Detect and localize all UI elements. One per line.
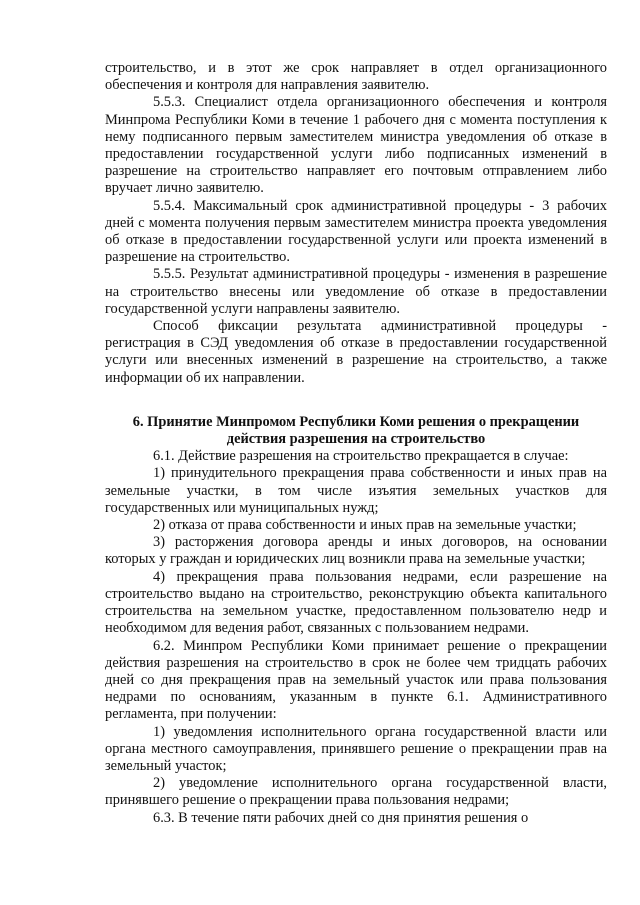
- paragraph: 5.5.3. Специалист отдела организационного обеспечения и контроля Минпрома Республики Коми в течение 1 рабочего дня с момента поступления к нему подписанного первым заместителем министра уведомления об отказе в предоставлении государственной услуги либо подписанных изменений в разрешение на строительство направляет его почтовым отправлением либо вручает лично заявителю.: [105, 94, 607, 197]
- paragraph: 3) расторжения договора аренды и иных договоров, на основании которых у граждан и юридических лиц возникли права на земельные участки;: [105, 534, 607, 568]
- paragraph: 6.1. Действие разрешения на строительство прекращается в случае:: [153, 448, 569, 465]
- paragraph: 1) принудительного прекращения права собственности и иных прав на земельные участки, в том числе изъятия земельных участков для государственных или муниципальных нужд;: [105, 465, 607, 516]
- paragraph: Способ фиксации результата административной процедуры - регистрация в СЭД уведомления об отказе в предоставлении государственной услуги или внесенных изменений в разрешение на строительство, а также информации об их направлении.: [105, 318, 607, 386]
- paragraphs-bottom: [105, 448, 607, 826]
- paragraph: 6.3. В течение пяти рабочих дней со дня принятия решения о: [153, 809, 529, 826]
- paragraph: 5.5.5. Результат административной процедуры - изменения в разрешение на строительство внесены или уведомление об отказе в предоставлении государственной услуги направлены заявителю.: [105, 266, 607, 317]
- paragraphs-top: [105, 60, 607, 387]
- section-heading: 6. Принятие Минпромом Республики Коми решения о прекращении действия разрешения на строительство: [132, 413, 580, 448]
- paragraph: 4) прекращения права пользования недрами, если разрешение на строительство выдано на строительство, реконструкцию объекта капитального строительства на земельном участке, предоставленном пользователю недр и необходимом для ведения работ, связанных с пользованием недрами.: [105, 568, 607, 637]
- paragraph: 2) отказа от права собственности и иных прав на земельные участки;: [153, 517, 577, 534]
- section-spacer: [105, 387, 607, 414]
- paragraph: 6.2. Минпром Республики Коми принимает решение о прекращении действия разрешения на строительство в срок не более чем тридцать рабочих дней со дня прекращения прав на земельный участок или права пользования недрами по основаниям, указанным в пункте 6.1. Административного регламента, при получении:: [105, 637, 607, 723]
- paragraph: 5.5.4. Максимальный срок административной процедуры - 3 рабочих дней с момента получения первым заместителем министра проекта уведомления об отказе в предоставлении государственной услуги или проекта изменений в разрешение на строительство.: [105, 197, 607, 266]
- paragraph: 1) уведомления исполнительного органа государственной власти или органа местного самоуправления, принявшего решение о прекращении прав на земельный участок;: [105, 723, 607, 774]
- paragraph: строительство, и в этот же срок направляет в отдел организационного обеспечения и контроля для направления заявителю.: [105, 60, 607, 94]
- paragraph: 2) уведомление исполнительного органа государственной власти, принявшего решение о прекращении права пользования недрами;: [105, 775, 607, 809]
